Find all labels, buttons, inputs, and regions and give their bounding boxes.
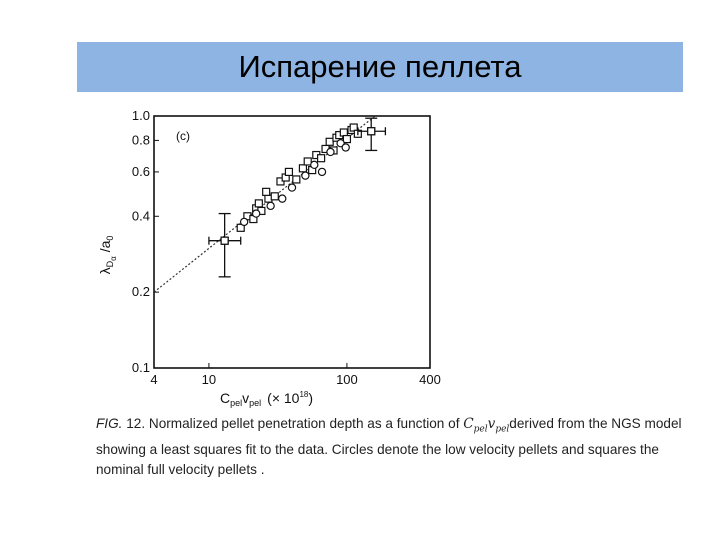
data-point-circle: [342, 144, 349, 151]
data-point-square: [271, 193, 278, 200]
slide-title-bar: [77, 42, 683, 92]
caption-math-v: [487, 416, 510, 435]
y-tick-label: 0.8: [131, 132, 150, 148]
x-axis-label: [220, 390, 313, 408]
x-label-scale: (× 10: [267, 390, 300, 406]
data-point-square: [285, 168, 292, 175]
caption-part2: derived from the NGS model showing a least squares fit to the data. Circles denote the low velocity pellets and squares the nominal full velocity pellets .: [96, 416, 682, 477]
y-label-slash: /a: [97, 240, 113, 253]
x-label-v: v: [242, 390, 250, 406]
panel-label: (c): [176, 129, 190, 143]
data-point-circle: [288, 184, 295, 191]
caption-fig-label: FIG.: [96, 416, 123, 431]
x-tick-label: 10: [201, 372, 217, 387]
y-label-d: D: [105, 260, 115, 268]
data-point-circle: [327, 148, 334, 155]
x-label-v-sub: pel: [249, 398, 262, 408]
x-label-c: C: [220, 390, 231, 406]
caption-math-c-sub: pel: [473, 424, 488, 435]
y-axis-label: [97, 236, 118, 275]
y-label-alpha: α: [109, 256, 118, 261]
x-label-scale-exp: 18: [299, 390, 309, 399]
data-point-square: [340, 129, 347, 136]
caption-math-c: [463, 416, 488, 435]
scatter-chart: [80, 100, 460, 410]
x-label-scale-close: ): [308, 390, 314, 406]
data-point-square: [343, 136, 350, 143]
data-point-circle: [253, 210, 260, 217]
error-bar-point: [221, 237, 228, 244]
caption-math-c-letter: C: [463, 416, 474, 432]
data-point-circle: [241, 218, 248, 225]
x-label-c-sub: pel: [230, 398, 243, 408]
slide-title: Испарение пеллета: [238, 49, 522, 84]
caption-math-v-letter: v: [487, 416, 496, 432]
x-tick-label: 400: [419, 372, 441, 387]
data-point-square: [299, 165, 306, 172]
y-label-zero: 0: [105, 235, 115, 241]
data-point-circle: [279, 195, 286, 202]
data-point-circle: [318, 168, 325, 175]
data-point-square: [326, 138, 333, 145]
caption-math-v-sub: pel: [495, 424, 510, 435]
y-tick-label: 0.6: [131, 163, 150, 179]
x-tick-label: 100: [336, 372, 358, 387]
y-tick-label: 1.0: [131, 108, 150, 123]
data-point-square: [263, 188, 270, 195]
figure-caption: [96, 414, 686, 480]
data-point-circle: [311, 161, 318, 168]
y-tick-label: 0.2: [131, 284, 150, 300]
error-bar-point: [368, 128, 375, 135]
x-tick-label: 4: [150, 372, 158, 387]
plot-frame: [154, 116, 430, 368]
data-point-circle: [267, 202, 274, 209]
data-point-square: [293, 176, 300, 183]
data-point-circle: [302, 172, 309, 179]
data-point-square: [255, 200, 262, 207]
y-label-lambda: λ: [97, 267, 113, 275]
data-point-square: [318, 155, 325, 162]
caption-part1: 12. Normalized pellet penetration depth as a function of: [122, 416, 464, 431]
y-tick-label: 0.1: [131, 360, 150, 375]
y-tick-label: 0.4: [131, 208, 150, 224]
